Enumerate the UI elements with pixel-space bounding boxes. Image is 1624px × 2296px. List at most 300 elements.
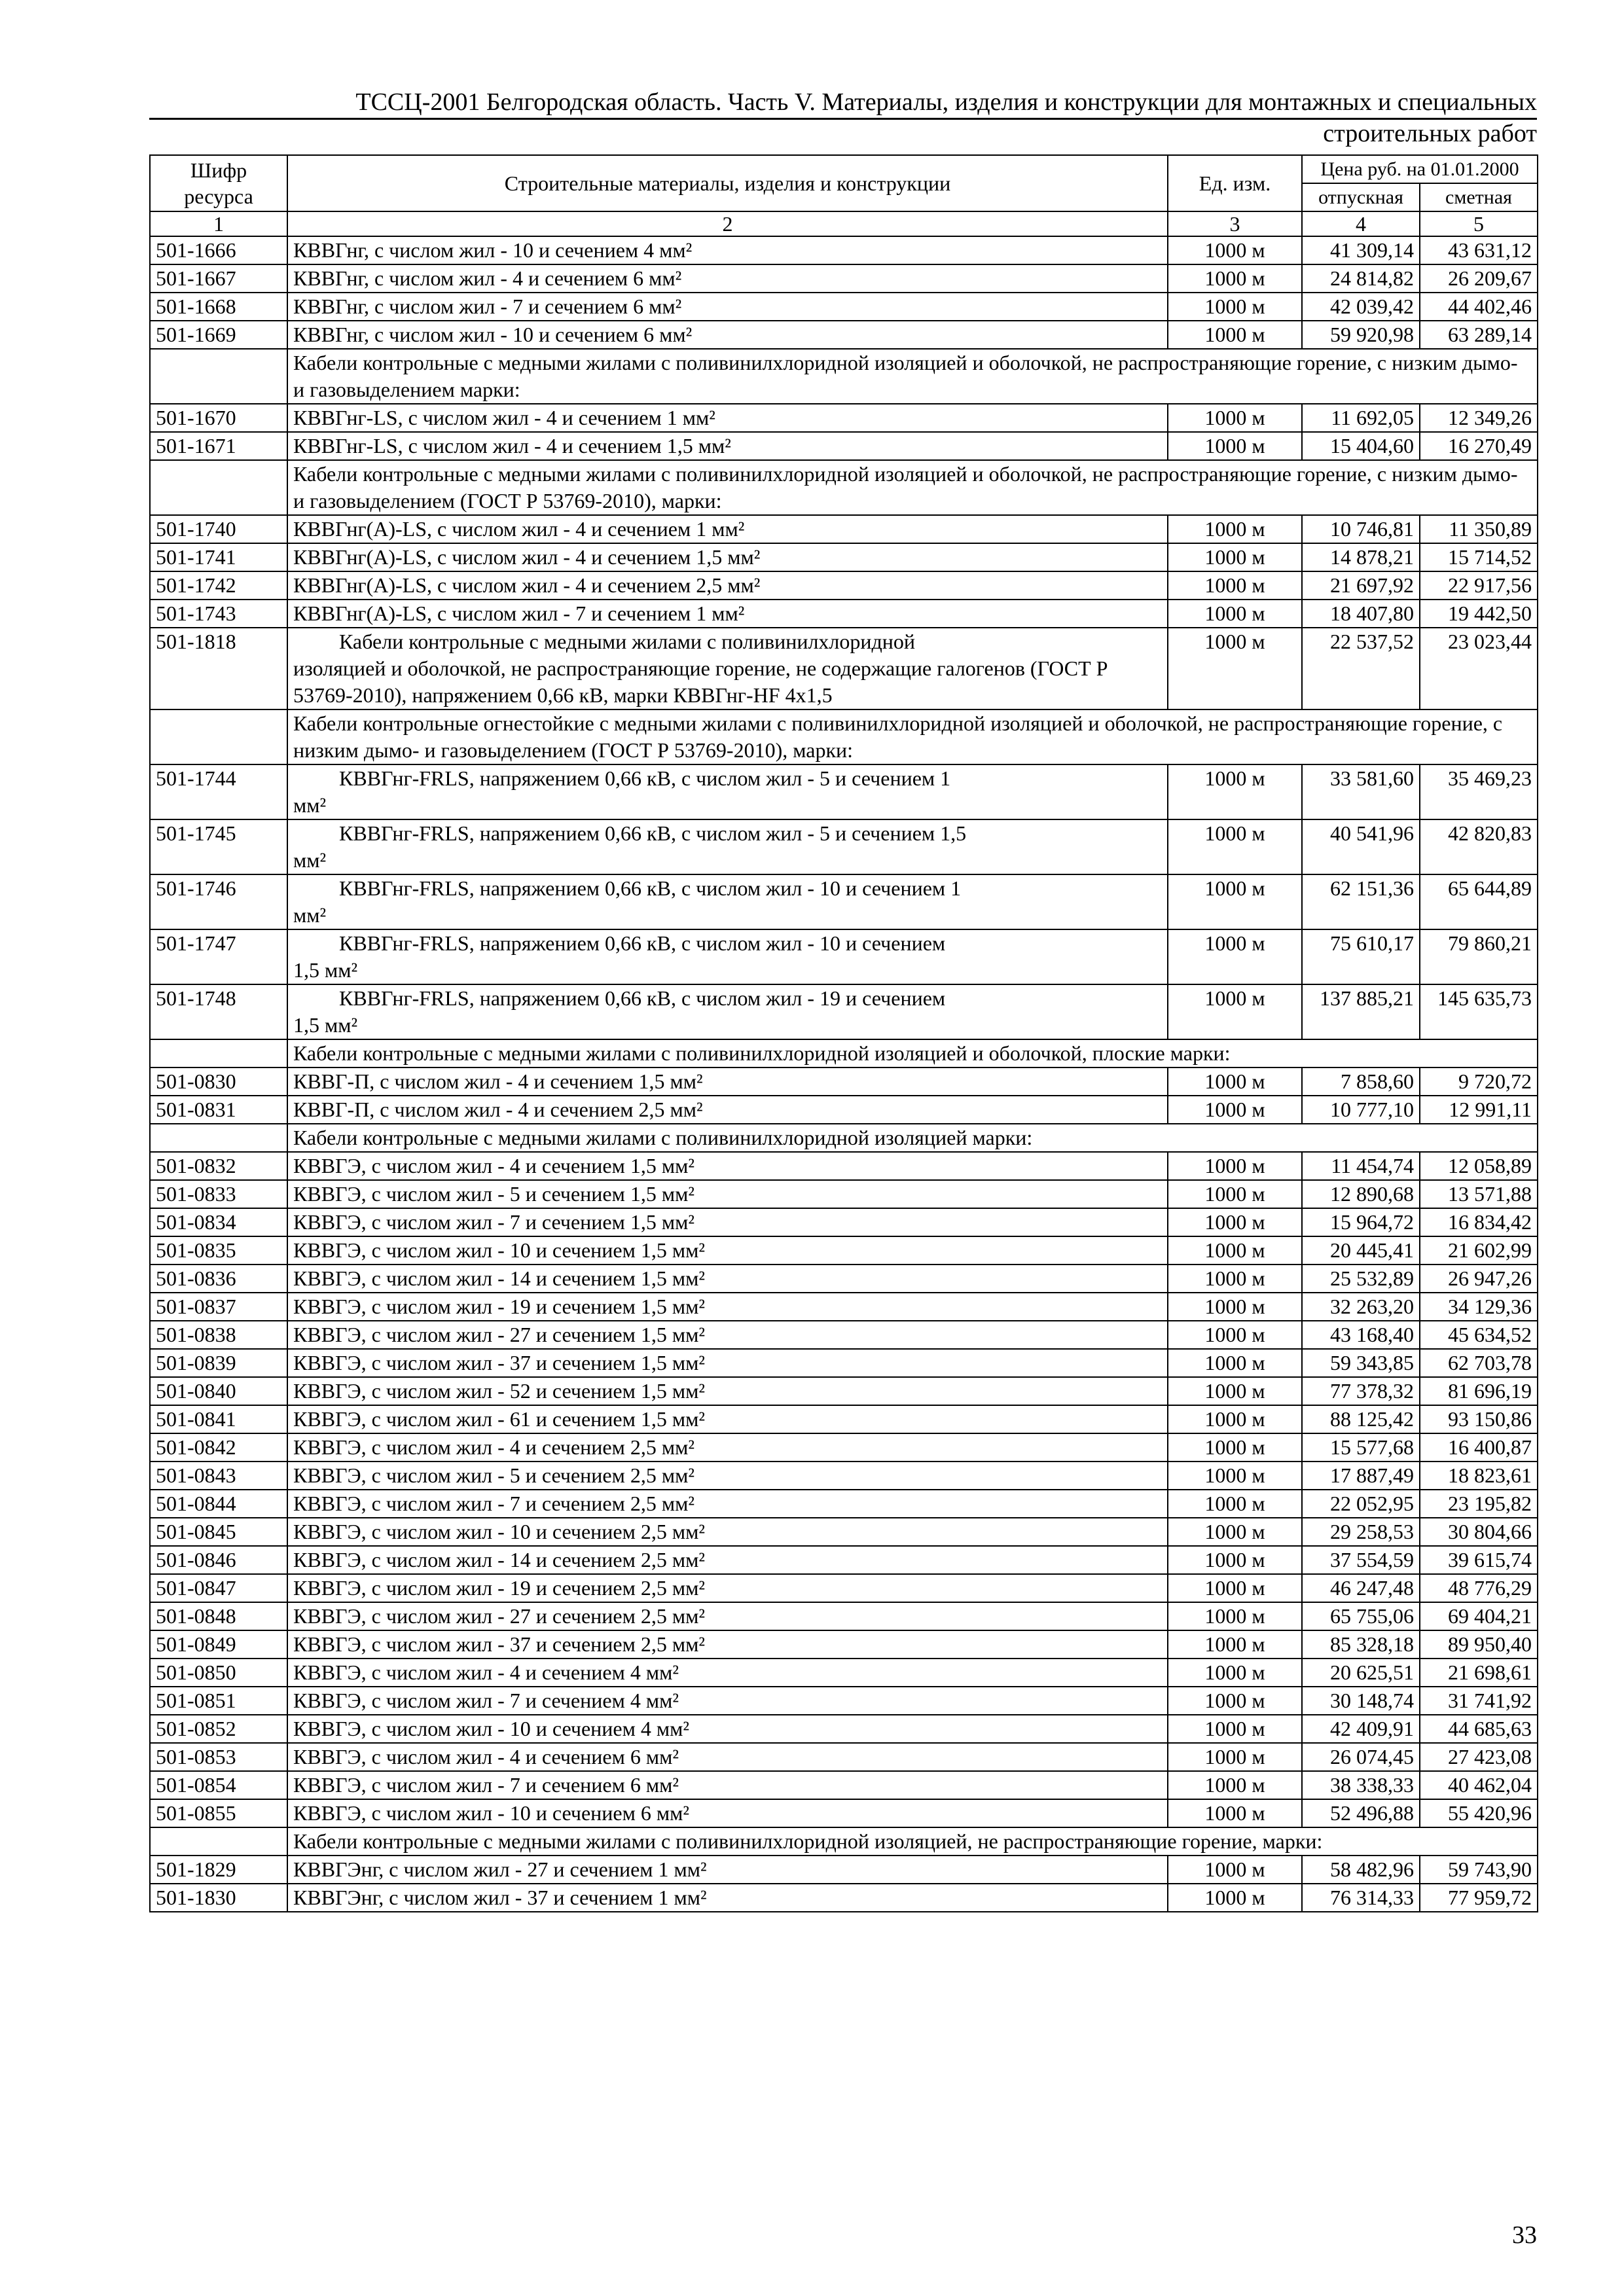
estimate-price: 22 917,56 xyxy=(1420,571,1538,600)
release-price: 76 314,33 xyxy=(1302,1884,1420,1912)
estimate-price: 26 947,26 xyxy=(1420,1265,1538,1293)
section-heading: Кабели контрольные с медными жилами с поливинилхлоридной изоляцией и оболочкой, не распространяющие горение, с низким дымо- и газовыделением марки: xyxy=(287,349,1538,404)
release-price: 30 148,74 xyxy=(1302,1687,1420,1715)
release-price: 20 445,41 xyxy=(1302,1236,1420,1265)
section-code-cell xyxy=(150,349,287,404)
resource-code: 501-0848 xyxy=(150,1602,287,1630)
price-table xyxy=(149,154,1538,1912)
estimate-price: 69 404,21 xyxy=(1420,1602,1538,1630)
release-price: 59 920,98 xyxy=(1302,321,1420,349)
release-price: 59 343,85 xyxy=(1302,1349,1420,1377)
header-name: Строительные материалы, изделия и конструкции xyxy=(287,155,1168,211)
table-row xyxy=(150,1659,1538,1687)
unit: 1000 м xyxy=(1168,571,1302,600)
estimate-price: 93 150,86 xyxy=(1420,1405,1538,1433)
column-number-row xyxy=(150,211,1538,236)
resource-code: 501-0834 xyxy=(150,1208,287,1236)
estimate-price: 48 776,29 xyxy=(1420,1574,1538,1602)
material-name: КВВГЭ, с числом жил - 14 и сечением 2,5 мм² xyxy=(287,1546,1168,1574)
unit: 1000 м xyxy=(1168,764,1302,819)
resource-code: 501-0835 xyxy=(150,1236,287,1265)
table-row xyxy=(150,1180,1538,1208)
table-row xyxy=(150,236,1538,264)
table-row xyxy=(150,1236,1538,1265)
material-name: КВВГ-П, с числом жил - 4 и сечением 1,5 мм² xyxy=(287,1067,1168,1096)
header-line-1: ТССЦ-2001 Белгородская область. Часть V. Материалы, изделия и конструкции для монтажных и специальных xyxy=(355,88,1537,116)
column-number: 3 xyxy=(1168,211,1302,236)
release-price: 37 554,59 xyxy=(1302,1546,1420,1574)
release-price: 62 151,36 xyxy=(1302,874,1420,929)
table-row xyxy=(150,293,1538,321)
column-number: 1 xyxy=(150,211,287,236)
unit: 1000 м xyxy=(1168,1518,1302,1546)
estimate-price: 65 644,89 xyxy=(1420,874,1538,929)
estimate-price: 81 696,19 xyxy=(1420,1377,1538,1405)
material-name xyxy=(287,628,1168,709)
release-price: 14 878,21 xyxy=(1302,543,1420,571)
unit: 1000 м xyxy=(1168,1067,1302,1096)
table-row xyxy=(150,1743,1538,1771)
section-heading: Кабели контрольные с медными жилами с поливинилхлоридной изоляцией марки: xyxy=(287,1124,1538,1152)
unit: 1000 м xyxy=(1168,1265,1302,1293)
material-name: КВВГнг(А)-LS, с числом жил - 4 и сечением 1,5 мм² xyxy=(287,543,1168,571)
unit: 1000 м xyxy=(1168,1715,1302,1743)
estimate-price: 19 442,50 xyxy=(1420,600,1538,628)
material-name-continuation: мм² xyxy=(293,848,327,872)
resource-code: 501-0830 xyxy=(150,1067,287,1096)
table-row xyxy=(150,571,1538,600)
unit: 1000 м xyxy=(1168,1462,1302,1490)
table-row xyxy=(150,543,1538,571)
section-code-cell xyxy=(150,460,287,515)
resource-code: 501-0832 xyxy=(150,1152,287,1180)
table-row xyxy=(150,1630,1538,1659)
table-row xyxy=(150,264,1538,293)
resource-code: 501-0854 xyxy=(150,1771,287,1799)
unit: 1000 м xyxy=(1168,1349,1302,1377)
material-name xyxy=(287,819,1168,874)
page-number: 33 xyxy=(1512,2221,1537,2249)
resource-code: 501-0842 xyxy=(150,1433,287,1462)
unit: 1000 м xyxy=(1168,1884,1302,1912)
table-row xyxy=(150,1602,1538,1630)
release-price: 42 409,91 xyxy=(1302,1715,1420,1743)
resource-code: 501-1745 xyxy=(150,819,287,874)
header-price: Цена руб. на 01.01.2000 xyxy=(1302,155,1538,183)
section-code-cell xyxy=(150,1124,287,1152)
table-row xyxy=(150,1687,1538,1715)
material-name: КВВГнг(А)-LS, с числом жил - 4 и сечением 2,5 мм² xyxy=(287,571,1168,600)
material-name: КВВГЭ, с числом жил - 19 и сечением 1,5 мм² xyxy=(287,1293,1168,1321)
unit: 1000 м xyxy=(1168,1377,1302,1405)
table-row xyxy=(150,764,1538,819)
unit: 1000 м xyxy=(1168,1433,1302,1462)
unit: 1000 м xyxy=(1168,1602,1302,1630)
unit: 1000 м xyxy=(1168,1771,1302,1799)
estimate-price: 40 462,04 xyxy=(1420,1771,1538,1799)
resource-code: 501-0838 xyxy=(150,1321,287,1349)
material-name: КВВГЭ, с числом жил - 4 и сечением 2,5 мм² xyxy=(287,1433,1168,1462)
release-price: 15 404,60 xyxy=(1302,432,1420,460)
unit: 1000 м xyxy=(1168,1799,1302,1827)
table-row xyxy=(150,1321,1538,1349)
estimate-price: 55 420,96 xyxy=(1420,1799,1538,1827)
estimate-price: 35 469,23 xyxy=(1420,764,1538,819)
unit: 1000 м xyxy=(1168,1096,1302,1124)
unit: 1000 м xyxy=(1168,1659,1302,1687)
estimate-price: 13 571,88 xyxy=(1420,1180,1538,1208)
unit: 1000 м xyxy=(1168,1630,1302,1659)
release-price: 88 125,42 xyxy=(1302,1405,1420,1433)
resource-code: 501-1743 xyxy=(150,600,287,628)
estimate-price: 21 698,61 xyxy=(1420,1659,1538,1687)
release-price: 29 258,53 xyxy=(1302,1518,1420,1546)
unit: 1000 м xyxy=(1168,264,1302,293)
release-price: 46 247,48 xyxy=(1302,1574,1420,1602)
material-name-continuation: мм² xyxy=(293,793,327,817)
material-name xyxy=(287,929,1168,984)
resource-code: 501-1829 xyxy=(150,1856,287,1884)
resource-code: 501-0852 xyxy=(150,1715,287,1743)
estimate-price: 44 402,46 xyxy=(1420,293,1538,321)
resource-code: 501-1830 xyxy=(150,1884,287,1912)
resource-code: 501-0844 xyxy=(150,1490,287,1518)
unit: 1000 м xyxy=(1168,1208,1302,1236)
unit: 1000 м xyxy=(1168,1856,1302,1884)
table-row xyxy=(150,819,1538,874)
estimate-price: 34 129,36 xyxy=(1420,1293,1538,1321)
release-price: 32 263,20 xyxy=(1302,1293,1420,1321)
section-heading: Кабели контрольные с медными жилами с поливинилхлоридной изоляцией и оболочкой, не распространяющие горение, с низким дымо- и газовыделением (ГОСТ Р 53769-2010), марки: xyxy=(287,460,1538,515)
table-row xyxy=(150,321,1538,349)
release-price: 77 378,32 xyxy=(1302,1377,1420,1405)
unit: 1000 м xyxy=(1168,321,1302,349)
release-price: 11 454,74 xyxy=(1302,1152,1420,1180)
release-price: 11 692,05 xyxy=(1302,404,1420,432)
release-price: 41 309,14 xyxy=(1302,236,1420,264)
section-code-cell xyxy=(150,1039,287,1067)
release-price: 17 887,49 xyxy=(1302,1462,1420,1490)
resource-code: 501-1668 xyxy=(150,293,287,321)
section-row xyxy=(150,460,1538,515)
resource-code: 501-0837 xyxy=(150,1293,287,1321)
table-row xyxy=(150,1856,1538,1884)
resource-code: 501-0849 xyxy=(150,1630,287,1659)
release-price: 33 581,60 xyxy=(1302,764,1420,819)
release-price: 18 407,80 xyxy=(1302,600,1420,628)
material-name: КВВГЭ, с числом жил - 7 и сечением 2,5 мм² xyxy=(287,1490,1168,1518)
resource-code: 501-1667 xyxy=(150,264,287,293)
material-name-continuation: изоляцией и оболочкой, не распространяющие горение, не содержащие галогенов (ГОСТ Р 53769-2010), напряжением 0,66 кВ, марки КВВГнг-HF 4х1,5 xyxy=(293,656,1108,707)
estimate-price: 12 991,11 xyxy=(1420,1096,1538,1124)
resource-code: 501-0833 xyxy=(150,1180,287,1208)
estimate-price: 21 602,99 xyxy=(1420,1236,1538,1265)
table-row xyxy=(150,1293,1538,1321)
section-row xyxy=(150,1124,1538,1152)
table-row xyxy=(150,929,1538,984)
table-row xyxy=(150,984,1538,1039)
unit: 1000 м xyxy=(1168,1546,1302,1574)
table-row xyxy=(150,1377,1538,1405)
table-row xyxy=(150,1771,1538,1799)
resource-code: 501-0850 xyxy=(150,1659,287,1687)
release-price: 137 885,21 xyxy=(1302,984,1420,1039)
material-name: КВВГЭ, с числом жил - 27 и сечением 1,5 мм² xyxy=(287,1321,1168,1349)
section-row xyxy=(150,349,1538,404)
unit: 1000 м xyxy=(1168,1405,1302,1433)
material-name: КВВГ-П, с числом жил - 4 и сечением 2,5 мм² xyxy=(287,1096,1168,1124)
estimate-price: 42 820,83 xyxy=(1420,819,1538,874)
material-name: КВВГЭ, с числом жил - 27 и сечением 2,5 мм² xyxy=(287,1602,1168,1630)
resource-code: 501-1746 xyxy=(150,874,287,929)
resource-code: 501-0836 xyxy=(150,1265,287,1293)
resource-code: 501-0853 xyxy=(150,1743,287,1771)
unit: 1000 м xyxy=(1168,1574,1302,1602)
release-price: 26 074,45 xyxy=(1302,1743,1420,1771)
material-name: КВВГнг, с числом жил - 7 и сечением 6 мм² xyxy=(287,293,1168,321)
material-name: КВВГЭ, с числом жил - 14 и сечением 1,5 мм² xyxy=(287,1265,1168,1293)
release-price: 75 610,17 xyxy=(1302,929,1420,984)
material-name-continuation: мм² xyxy=(293,903,327,927)
release-price: 38 338,33 xyxy=(1302,1771,1420,1799)
table-row xyxy=(150,628,1538,709)
resource-code: 501-1742 xyxy=(150,571,287,600)
unit: 1000 м xyxy=(1168,1321,1302,1349)
estimate-price: 26 209,67 xyxy=(1420,264,1538,293)
resource-code: 501-0846 xyxy=(150,1546,287,1574)
estimate-price: 44 685,63 xyxy=(1420,1715,1538,1743)
release-price: 42 039,42 xyxy=(1302,293,1420,321)
resource-code: 501-0845 xyxy=(150,1518,287,1546)
material-name: КВВГЭ, с числом жил - 37 и сечением 2,5 мм² xyxy=(287,1630,1168,1659)
section-row xyxy=(150,1039,1538,1067)
material-name-line: КВВГнг-FRLS, напряжением 0,66 кВ, с числом жил - 5 и сечением 1,5 xyxy=(339,821,967,845)
release-price: 24 814,82 xyxy=(1302,264,1420,293)
table-row xyxy=(150,1096,1538,1124)
estimate-price: 23 195,82 xyxy=(1420,1490,1538,1518)
unit: 1000 м xyxy=(1168,236,1302,264)
material-name: КВВГЭ, с числом жил - 10 и сечением 4 мм² xyxy=(287,1715,1168,1743)
unit: 1000 м xyxy=(1168,874,1302,929)
resource-code: 501-0839 xyxy=(150,1349,287,1377)
unit: 1000 м xyxy=(1168,1180,1302,1208)
estimate-price: 9 720,72 xyxy=(1420,1067,1538,1096)
estimate-price: 18 823,61 xyxy=(1420,1462,1538,1490)
unit: 1000 м xyxy=(1168,432,1302,460)
material-name: КВВГЭ, с числом жил - 4 и сечением 4 мм² xyxy=(287,1659,1168,1687)
release-price: 25 532,89 xyxy=(1302,1265,1420,1293)
table-row xyxy=(150,515,1538,543)
material-name: КВВГЭ, с числом жил - 10 и сечением 6 мм² xyxy=(287,1799,1168,1827)
unit: 1000 м xyxy=(1168,600,1302,628)
material-name: КВВГЭ, с числом жил - 7 и сечением 1,5 мм² xyxy=(287,1208,1168,1236)
table-row xyxy=(150,432,1538,460)
estimate-price: 23 023,44 xyxy=(1420,628,1538,709)
table-header-row xyxy=(150,155,1538,183)
section-heading: Кабели контрольные огнестойкие с медными жилами с поливинилхлоридной изоляцией и оболочкой, не распространяющие горение, с низким дымо- и газовыделением (ГОСТ Р 53769-2010), марки: xyxy=(287,709,1538,764)
resource-code: 501-1671 xyxy=(150,432,287,460)
unit: 1000 м xyxy=(1168,929,1302,984)
material-name xyxy=(287,874,1168,929)
material-name: КВВГЭ, с числом жил - 7 и сечением 4 мм² xyxy=(287,1687,1168,1715)
estimate-price: 89 950,40 xyxy=(1420,1630,1538,1659)
section-code-cell xyxy=(150,709,287,764)
section-heading: Кабели контрольные с медными жилами с поливинилхлоридной изоляцией и оболочкой, плоские марки: xyxy=(287,1039,1538,1067)
table-row xyxy=(150,1265,1538,1293)
material-name: КВВГнг, с числом жил - 10 и сечением 4 мм² xyxy=(287,236,1168,264)
material-name: КВВГЭ, с числом жил - 10 и сечением 1,5 мм² xyxy=(287,1236,1168,1265)
material-name: КВВГЭ, с числом жил - 7 и сечением 6 мм² xyxy=(287,1771,1168,1799)
unit: 1000 м xyxy=(1168,1743,1302,1771)
material-name: КВВГЭ, с числом жил - 4 и сечением 6 мм² xyxy=(287,1743,1168,1771)
table-row xyxy=(150,1518,1538,1546)
unit: 1000 м xyxy=(1168,819,1302,874)
release-price: 7 858,60 xyxy=(1302,1067,1420,1096)
material-name: КВВГнг-LS, с числом жил - 4 и сечением 1,5 мм² xyxy=(287,432,1168,460)
material-name-line: КВВГнг-FRLS, напряжением 0,66 кВ, с числом жил - 19 и сечением xyxy=(339,986,946,1010)
release-price: 43 168,40 xyxy=(1302,1321,1420,1349)
header-unit: Ед. изм. xyxy=(1168,155,1302,211)
table-row xyxy=(150,1433,1538,1462)
release-price: 58 482,96 xyxy=(1302,1856,1420,1884)
material-name-line: КВВГнг-FRLS, напряжением 0,66 кВ, с числом жил - 10 и сечением 1 xyxy=(339,876,962,900)
material-name: КВВГнг, с числом жил - 4 и сечением 6 мм² xyxy=(287,264,1168,293)
resource-code: 501-1666 xyxy=(150,236,287,264)
material-name-continuation: 1,5 мм² xyxy=(293,958,358,982)
resource-code: 501-0840 xyxy=(150,1377,287,1405)
header-estimate-price: сметная xyxy=(1420,183,1538,211)
table-row xyxy=(150,874,1538,929)
estimate-price: 77 959,72 xyxy=(1420,1884,1538,1912)
unit: 1000 м xyxy=(1168,293,1302,321)
resource-code: 501-0841 xyxy=(150,1405,287,1433)
unit: 1000 м xyxy=(1168,1490,1302,1518)
release-price: 65 755,06 xyxy=(1302,1602,1420,1630)
estimate-price: 16 270,49 xyxy=(1420,432,1538,460)
table-row xyxy=(150,1067,1538,1096)
resource-code: 501-1747 xyxy=(150,929,287,984)
resource-code: 501-1740 xyxy=(150,515,287,543)
material-name: КВВГЭ, с числом жил - 61 и сечением 1,5 мм² xyxy=(287,1405,1168,1433)
material-name-line: КВВГнг-FRLS, напряжением 0,66 кВ, с числом жил - 5 и сечением 1 xyxy=(339,766,951,790)
estimate-price: 145 635,73 xyxy=(1420,984,1538,1039)
material-name-line: Кабели контрольные с медными жилами с поливинилхлоридной xyxy=(339,630,916,653)
resource-code: 501-1818 xyxy=(150,628,287,709)
table-row xyxy=(150,1546,1538,1574)
estimate-price: 12 349,26 xyxy=(1420,404,1538,432)
header-rule xyxy=(149,118,1537,120)
estimate-price: 27 423,08 xyxy=(1420,1743,1538,1771)
resource-code: 501-1744 xyxy=(150,764,287,819)
release-price: 40 541,96 xyxy=(1302,819,1420,874)
table-row xyxy=(150,1152,1538,1180)
release-price: 22 052,95 xyxy=(1302,1490,1420,1518)
resource-code: 501-0843 xyxy=(150,1462,287,1490)
estimate-price: 12 058,89 xyxy=(1420,1152,1538,1180)
estimate-price: 30 804,66 xyxy=(1420,1518,1538,1546)
resource-code: 501-0847 xyxy=(150,1574,287,1602)
material-name xyxy=(287,764,1168,819)
table-row xyxy=(150,1462,1538,1490)
release-price: 15 577,68 xyxy=(1302,1433,1420,1462)
unit: 1000 м xyxy=(1168,1236,1302,1265)
table-row xyxy=(150,1715,1538,1743)
table-row xyxy=(150,600,1538,628)
estimate-price: 31 741,92 xyxy=(1420,1687,1538,1715)
material-name: КВВГЭ, с числом жил - 10 и сечением 2,5 мм² xyxy=(287,1518,1168,1546)
material-name: КВВГЭ, с числом жил - 5 и сечением 2,5 мм² xyxy=(287,1462,1168,1490)
estimate-price: 62 703,78 xyxy=(1420,1349,1538,1377)
estimate-price: 16 400,87 xyxy=(1420,1433,1538,1462)
estimate-price: 39 615,74 xyxy=(1420,1546,1538,1574)
release-price: 12 890,68 xyxy=(1302,1180,1420,1208)
column-number: 5 xyxy=(1420,211,1538,236)
table-row xyxy=(150,404,1538,432)
resource-code: 501-0851 xyxy=(150,1687,287,1715)
unit: 1000 м xyxy=(1168,1293,1302,1321)
unit: 1000 м xyxy=(1168,1152,1302,1180)
material-name: КВВГнг-LS, с числом жил - 4 и сечением 1 мм² xyxy=(287,404,1168,432)
unit: 1000 м xyxy=(1168,1687,1302,1715)
material-name: КВВГЭ, с числом жил - 5 и сечением 1,5 мм² xyxy=(287,1180,1168,1208)
unit: 1000 м xyxy=(1168,404,1302,432)
resource-code: 501-1669 xyxy=(150,321,287,349)
material-name-continuation: 1,5 мм² xyxy=(293,1013,358,1037)
release-price: 20 625,51 xyxy=(1302,1659,1420,1687)
column-number: 4 xyxy=(1302,211,1420,236)
resource-code: 501-0831 xyxy=(150,1096,287,1124)
release-price: 10 746,81 xyxy=(1302,515,1420,543)
section-row xyxy=(150,1827,1538,1856)
material-name: КВВГЭ, с числом жил - 37 и сечением 1,5 мм² xyxy=(287,1349,1168,1377)
estimate-price: 15 714,52 xyxy=(1420,543,1538,571)
table-row xyxy=(150,1884,1538,1912)
unit: 1000 м xyxy=(1168,984,1302,1039)
release-price: 85 328,18 xyxy=(1302,1630,1420,1659)
material-name: КВВГнг(А)-LS, с числом жил - 4 и сечением 1 мм² xyxy=(287,515,1168,543)
resource-code: 501-1670 xyxy=(150,404,287,432)
material-name: КВВГнг(А)-LS, с числом жил - 7 и сечением 1 мм² xyxy=(287,600,1168,628)
material-name: КВВГнг, с числом жил - 10 и сечением 6 мм² xyxy=(287,321,1168,349)
material-name: КВВГЭ, с числом жил - 52 и сечением 1,5 мм² xyxy=(287,1377,1168,1405)
estimate-price: 11 350,89 xyxy=(1420,515,1538,543)
header-release-price: отпускная xyxy=(1302,183,1420,211)
table-row xyxy=(150,1405,1538,1433)
header-line-2: строительных работ xyxy=(1323,120,1537,147)
table-row xyxy=(150,1799,1538,1827)
release-price: 21 697,92 xyxy=(1302,571,1420,600)
estimate-price: 43 631,12 xyxy=(1420,236,1538,264)
material-name: КВВГЭнг, с числом жил - 27 и сечением 1 мм² xyxy=(287,1856,1168,1884)
section-code-cell xyxy=(150,1827,287,1856)
table-row xyxy=(150,1208,1538,1236)
release-price: 22 537,52 xyxy=(1302,628,1420,709)
resource-code: 501-1748 xyxy=(150,984,287,1039)
resource-code: 501-0855 xyxy=(150,1799,287,1827)
header-code: Шифр ресурса xyxy=(150,155,287,211)
unit: 1000 м xyxy=(1168,515,1302,543)
material-name: КВВГЭнг, с числом жил - 37 и сечением 1 мм² xyxy=(287,1884,1168,1912)
unit: 1000 м xyxy=(1168,543,1302,571)
estimate-price: 16 834,42 xyxy=(1420,1208,1538,1236)
table-row xyxy=(150,1574,1538,1602)
estimate-price: 59 743,90 xyxy=(1420,1856,1538,1884)
material-name xyxy=(287,984,1168,1039)
estimate-price: 79 860,21 xyxy=(1420,929,1538,984)
release-price: 15 964,72 xyxy=(1302,1208,1420,1236)
material-name: КВВГЭ, с числом жил - 19 и сечением 2,5 мм² xyxy=(287,1574,1168,1602)
section-heading: Кабели контрольные с медными жилами с поливинилхлоридной изоляцией, не распространяющие горение, марки: xyxy=(287,1827,1538,1856)
